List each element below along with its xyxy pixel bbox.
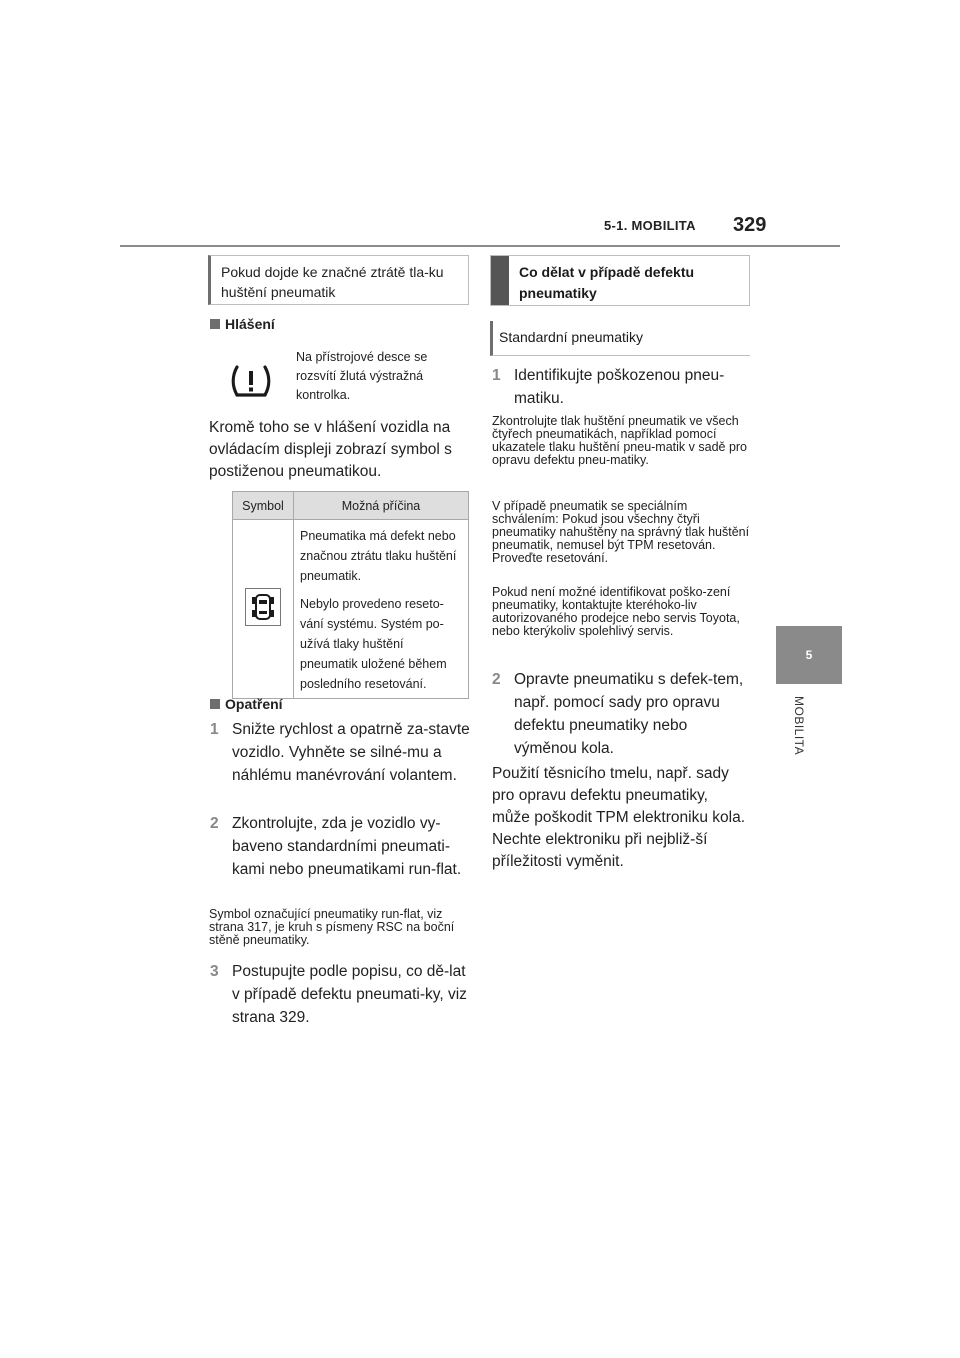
section-label: 5-1. MOBILITA bbox=[604, 218, 696, 233]
opatreni-step-2 bbox=[210, 812, 470, 881]
note-special-approval: V případě pneumatik se speciálním schválením: Pokud jsou všechny čtyři pneumatiky nahuštěny na správný tlak huštění pneumatik, nemusel být TPM resetován. Proveďte resetování. bbox=[492, 499, 750, 565]
opatreni-step-3 bbox=[210, 960, 470, 1029]
table-header-cause: Možná příčina bbox=[294, 492, 469, 520]
cause-paragraph-1: Pneumatika má defekt nebo značnou ztrátu tlaku huštění pneumatik. bbox=[300, 529, 457, 583]
warning-light-text: Na přístrojové desce se rozsvítí žlutá výstražná kontrolka. bbox=[296, 350, 428, 402]
step-text: Zkontrolujte, zda je vozidlo vy-baveno standardními pneumati-kami nebo pneumatikami run-flat. bbox=[232, 815, 462, 878]
right-heading-text: Co dělat v případě defektu pneumatiky bbox=[519, 264, 695, 301]
sealant-paragraph: Použití těsnicího tmelu, např. sady pro opravu defektu pneumatiky, může poškodit TPM elektroniku kola. Nechte elektroniku při nejbliž-ší příležitosti vyměnit. bbox=[492, 765, 745, 870]
chapter-vertical-label: MOBILITA bbox=[792, 696, 806, 756]
section-square-icon bbox=[210, 319, 220, 329]
step-number: 3 bbox=[210, 963, 219, 980]
opatreni-heading bbox=[210, 696, 283, 712]
note-check-pressure: Zkontrolujte tlak huštění pneumatik ve všech čtyřech pneumatikách, například pomocí ukazatele tlaku huštění pneu-matik v sadě pro opravu defektu pneu-matiky. bbox=[492, 414, 748, 467]
heading-accent-bar bbox=[491, 256, 509, 305]
step-text: Snižte rychlost a opatrně za-stavte vozidlo. Vyhněte se silné-mu a náhlému manévrování volantem. bbox=[232, 721, 470, 784]
table-symbol-cell bbox=[233, 520, 294, 699]
header-rule bbox=[120, 245, 840, 247]
opatreni-title: Opatření bbox=[225, 696, 283, 712]
right-step-1 bbox=[492, 364, 750, 410]
step-number: 2 bbox=[492, 671, 501, 688]
opatreni-step-1 bbox=[210, 718, 470, 787]
step-number: 2 bbox=[210, 815, 219, 832]
step-text: Opravte pneumatiku s defek-tem, např. pomocí sady pro opravu defektu pneumatiky nebo výměnou kola. bbox=[514, 671, 744, 757]
section-square-icon bbox=[210, 699, 220, 709]
left-heading-box: Pokud dojde ke značné ztrátě tla-ku huštění pneumatik bbox=[208, 255, 469, 305]
hlaseni-heading bbox=[210, 316, 275, 332]
step-number: 1 bbox=[210, 721, 219, 738]
step-text: Identifikujte poškozenou pneu-matiku. bbox=[514, 367, 725, 407]
step-number: 1 bbox=[492, 367, 501, 384]
chapter-tab: 5 bbox=[776, 626, 842, 684]
car-tires-topview-icon bbox=[245, 588, 281, 626]
step-text: Postupujte podle popisu, co dě-lat v případě defektu pneumati-ky, viz strana 329. bbox=[232, 963, 467, 1026]
note-contact-service: Pokud není možné identifikovat poško-zení pneumatiky, kontaktujte kteréhoko-liv autorizovaného prodejce nebo servis Toyota, nebo kterýkoliv spolehlivý servis. bbox=[492, 585, 740, 638]
run-flat-note: Symbol označující pneumatiky run-flat, viz strana 317, je kruh s písmeny RSC na boční stěně pneumatiky. bbox=[209, 907, 455, 947]
tire-pressure-warning-icon bbox=[231, 364, 271, 400]
page-number: 329 bbox=[733, 214, 767, 236]
hlaseni-title: Hlášení bbox=[225, 316, 275, 332]
table-header-symbol: Symbol bbox=[233, 492, 294, 520]
table-cause-cell bbox=[294, 520, 469, 699]
right-heading-box bbox=[490, 255, 750, 306]
hlaseni-paragraph: Kromě toho se v hlášení vozidla na ovládacím displeji zobrazí symbol s postiženou pneumatikou. bbox=[209, 419, 452, 480]
symbol-table bbox=[232, 491, 469, 699]
standard-tires-heading: Standardní pneumatiky bbox=[490, 321, 750, 356]
cause-paragraph-2: Nebylo provedeno reseto-vání systému. Systém po-užívá tlaky huštění pneumatik uložené během posledního resetování. bbox=[300, 597, 447, 691]
right-step-2 bbox=[492, 668, 750, 760]
